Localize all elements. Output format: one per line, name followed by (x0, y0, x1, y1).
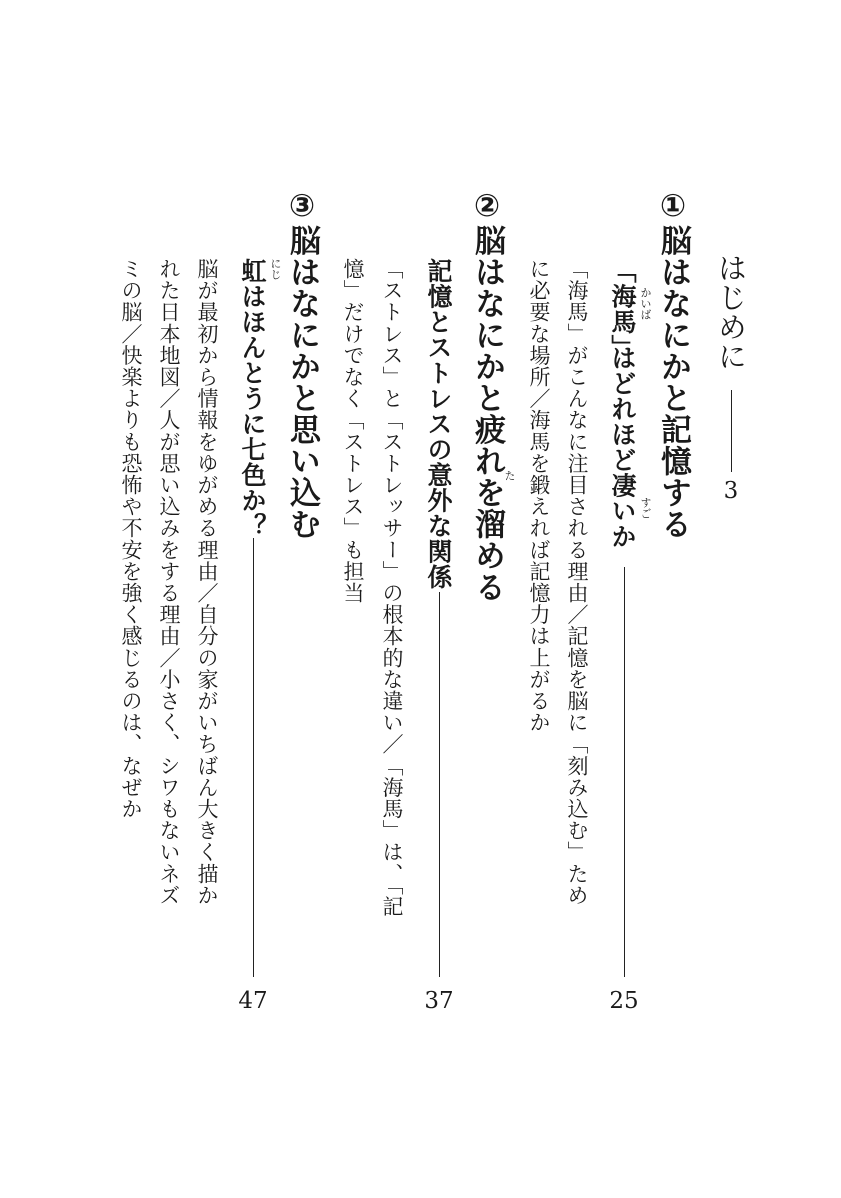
chapter-3-body-line-3: ミの脳／快楽よりも恐怖や不安を強く感じるのは、なぜか (119, 258, 143, 820)
chapter-2-body-line-2: 憶」だけでなく「ストレス」も担当 (341, 258, 365, 604)
chapter-1-ruby-sugo: すご (639, 497, 652, 519)
chapter-3-body-line-1: 脳が最初から情報をゆがめる理由／自分の家がいちばん大きく描か (195, 258, 219, 906)
chapter-1-page-number: 25 (609, 988, 639, 1014)
chapter-1-ruby-kaiba: かいば (639, 287, 652, 320)
chapter-2-page-number: 37 (424, 988, 454, 1014)
chapter-3-subtitle: 虹はほんとうに七色か？ (238, 258, 267, 539)
chapter-2-title: ②脳はなにかと疲れを溜める (469, 188, 505, 603)
intro-page-number: 3 (723, 478, 739, 504)
chapter-2-subtitle: 記憶とストレスの意外な関係 (424, 258, 453, 590)
chapter-1-leader-rule (624, 567, 625, 977)
chapter-2-leader-rule (439, 592, 440, 977)
chapter-3-leader-rule (253, 538, 254, 977)
chapter-2-ruby-ta: た (503, 470, 516, 481)
intro-leader-rule (731, 390, 732, 472)
chapter-2-body-line-1: 「ストレス」と「ストレッサー」の根本的な違い／「海馬」は、「記 (380, 258, 404, 918)
chapter-1-subtitle-pre: 「海馬」 (608, 258, 637, 360)
chapter-3-title: ③脳はなにかと思い込む (284, 188, 320, 540)
chapter-1-subtitle-post: はどれほど凄いか (608, 345, 637, 549)
chapter-3-page-number: 47 (238, 988, 268, 1014)
chapter-3-ruby-niji: にじ (269, 258, 282, 280)
intro-title: はじめに (714, 253, 748, 371)
chapter-1-body-line-2: に必要な場所／海馬を鍛えれば記憶力は上がるか (527, 258, 551, 734)
chapter-1-body-line-1: 「海馬」がこんなに注目される理由／記憶を脳に「刻み込む」ため (565, 258, 589, 906)
chapter-1-title: ①脳はなにかと記憶する (655, 188, 691, 540)
chapter-3-body-line-2: れた日本地図／人が思い込みをする理由／小さく、シワもないネズ (157, 258, 181, 906)
